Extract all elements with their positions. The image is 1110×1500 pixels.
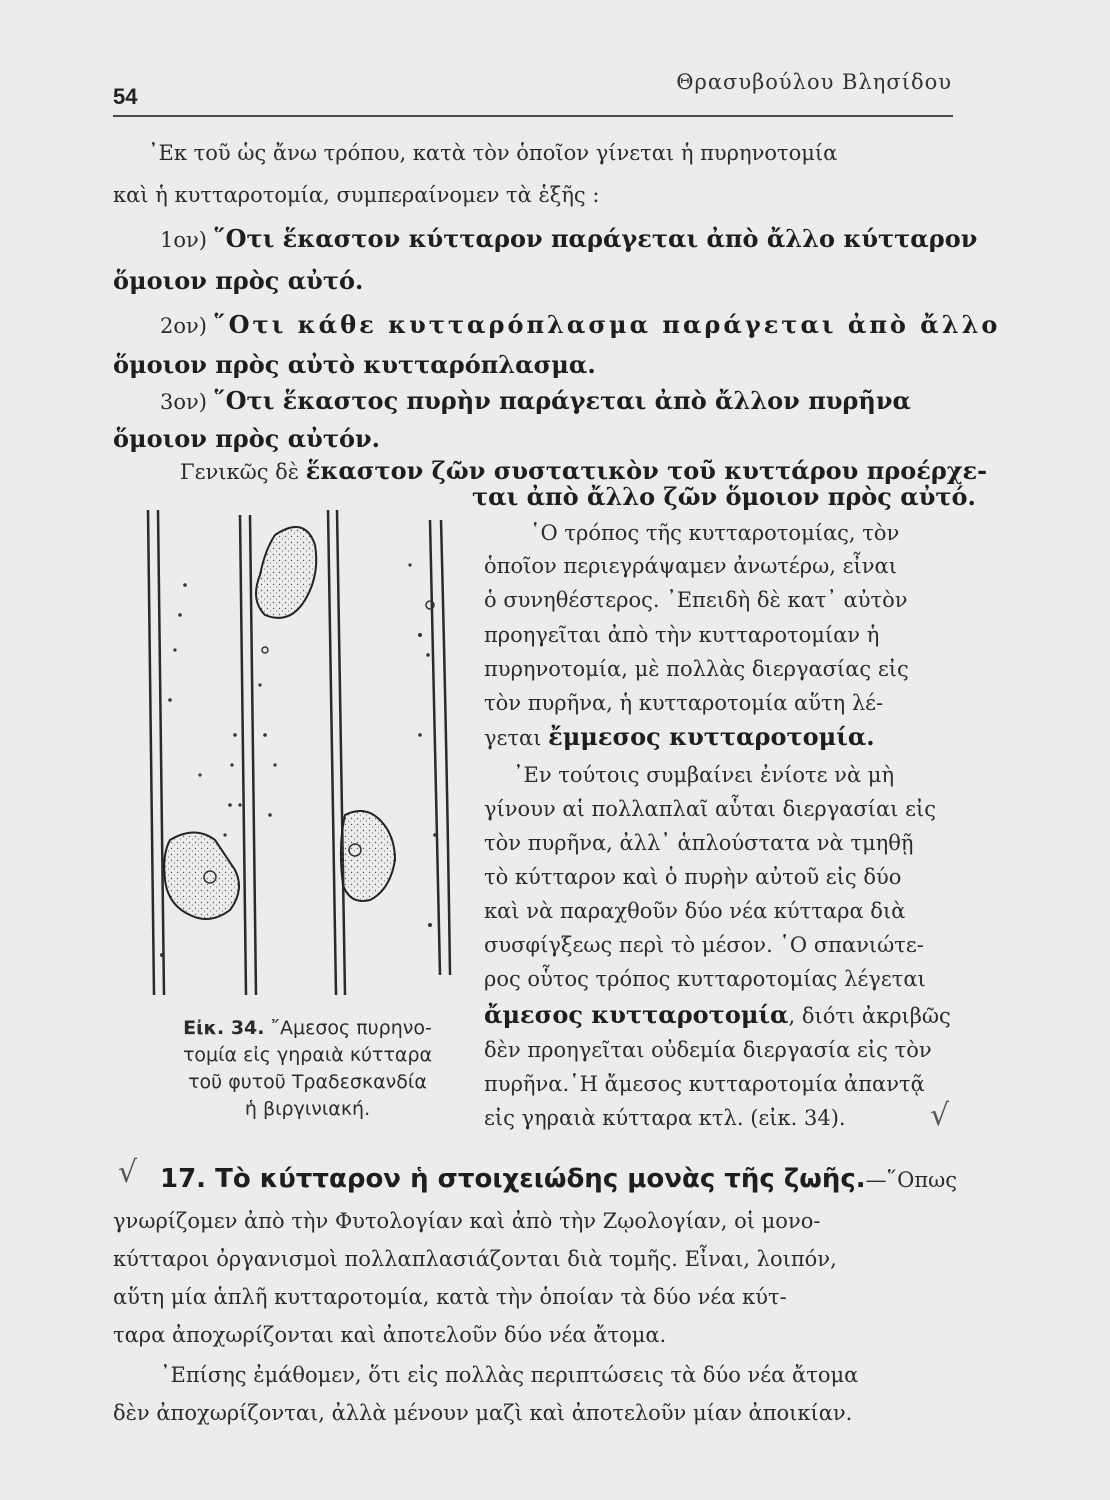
caption-line: τοῦ φυτοῦ Τραδεσκανδία bbox=[188, 1071, 427, 1093]
margin-check-icon: √ bbox=[930, 1098, 950, 1133]
nucleus bbox=[164, 833, 239, 920]
col-line: ῾Ο τρόπος τῆς κυτταροτομίας, τὸν bbox=[530, 521, 900, 545]
section-heading-line bbox=[160, 1166, 957, 1193]
cell-wall bbox=[328, 510, 336, 995]
conclusion-3-cont: ὅμοιον πρὸς αὐτόν. bbox=[113, 424, 380, 453]
section-line: κύτταροι ὀργανισμοὶ πολλαπλασιάζονται διὰ τομῆς. Εἶναι, λοιπόν, bbox=[113, 1247, 837, 1271]
conclusion-text: ῞Οτι κάθε κυτταρόπλασμα παράγεται ἀπὸ ἄλλο bbox=[213, 310, 1001, 339]
cell-wall bbox=[240, 515, 246, 995]
cell-wall bbox=[337, 510, 345, 995]
caption-line: τομία εἰς γηραιὰ κύτταρα bbox=[182, 1044, 433, 1066]
section-line: αὕτη μία ἁπλῆ κυτταροτομία, κατὰ τὴν ὁποίαν τὰ δύο νέα κύτ- bbox=[113, 1285, 787, 1309]
section-heading-tail: —῞Οπως bbox=[865, 1168, 958, 1192]
conclusion-number: 1ον) bbox=[160, 228, 214, 252]
conclusion-text: ῞Οτι ἕκαστος πυρὴν παράγεται ἀπὸ ἄλλον πυρῆνα bbox=[213, 386, 911, 415]
section-line: ᾿Επίσης ἐμάθομεν, ὅτι εἰς πολλὰς περιπτώσεις τὰ δύο νέα ἄτομα bbox=[160, 1363, 859, 1387]
col-line: ᾿Εν τούτοις συμβαίνει ἐνίοτε νὰ μὴ bbox=[513, 763, 895, 787]
general-line-1 bbox=[180, 458, 987, 485]
term-direct: ἄμεσος κυτταροτομία bbox=[484, 1000, 789, 1029]
col-line: , διότι ἀκριβῶς bbox=[788, 1004, 951, 1028]
col-line: εἰς γηραιὰ κύτταρα κτλ. (εἰκ. 34). bbox=[484, 1106, 846, 1130]
section-line: δὲν ἀποχωρίζονται, ἀλλὰ μένουν μαζὶ καὶ ἀποτελοῦν μίαν ἀποικίαν. bbox=[113, 1401, 853, 1425]
general-bold-1: ἕκαστον ζῶν συστατικὸν τοῦ κυττάρου προέρχε- bbox=[305, 456, 988, 485]
col-line: δὲν προηγεῖται οὐδεμία διεργασία εἰς τὸν bbox=[484, 1038, 932, 1062]
col-line: ὁ συνηθέστερος. ᾿Επειδὴ δὲ κατ᾿ αὐτὸν bbox=[484, 588, 908, 612]
cell-wall bbox=[148, 510, 154, 995]
nucleus bbox=[341, 811, 395, 901]
col-line: καὶ νὰ παραχθοῦν δύο νέα κύτταρα διὰ bbox=[484, 899, 906, 923]
col-line: τὸ κύτταρον καὶ ὁ πυρὴν αὐτοῦ εἰς δύο bbox=[484, 865, 902, 889]
page-number: 54 bbox=[113, 84, 138, 109]
figure-34-illustration bbox=[140, 505, 470, 1000]
col-line: τὸν πυρῆνα, ἡ κυτταροτομία αὕτη λέ- bbox=[484, 691, 884, 715]
conclusion-number: 2ον) bbox=[160, 314, 214, 338]
intro-line-1: ᾿Εκ τοῦ ὡς ἄνω τρόπου, κατὰ τὸν ὁποῖον γίνεται ἡ πυρηνοτομία bbox=[148, 141, 838, 165]
conclusion-number: 3ον) bbox=[160, 390, 214, 414]
section-line: γνωρίζομεν ἀπὸ τὴν Φυτολογίαν καὶ ἀπὸ τὴν Ζῳολογίαν, οἱ μονο- bbox=[113, 1209, 821, 1233]
conclusion-1-cont: ὅμοιον πρὸς αὐτό. bbox=[113, 266, 364, 295]
intro-line-2: καὶ ἡ κυτταροτομία, συμπεραίνομεν τὰ ἑξῆς : bbox=[113, 183, 600, 207]
conclusion-3 bbox=[160, 388, 911, 415]
col-line: ὁποῖον περιεγράψαμεν ἀνωτέρω, εἶναι bbox=[484, 554, 897, 578]
cell-wall bbox=[158, 510, 164, 995]
figure-caption bbox=[150, 1016, 465, 1040]
col-line: προηγεῖται ἀπὸ τὴν κυτταροτομίαν ἡ bbox=[484, 623, 880, 647]
col-line: πυρῆνα.῾Η ἄμεσος κυτταροτομία ἀπαντᾷ bbox=[484, 1072, 925, 1096]
section-heading: 17. Τὸ κύτταρον ἡ στοιχειώδης μονὰς τῆς ζωῆς. bbox=[160, 1164, 866, 1194]
nuclei bbox=[164, 527, 395, 919]
cell-wall bbox=[441, 520, 450, 975]
conclusion-2 bbox=[160, 312, 1000, 339]
running-title: Θρασυβούλου Βλησίδου bbox=[676, 70, 952, 94]
caption-line: ῎Αμεσος πυρηνο- bbox=[270, 1017, 432, 1039]
nucleus bbox=[256, 527, 316, 618]
conclusion-2-cont: ὅμοιον πρὸς αὐτὸ κυτταρόπλασμα. bbox=[113, 350, 596, 379]
nucleolus bbox=[262, 647, 268, 653]
conclusion-1 bbox=[160, 226, 977, 253]
general-line-2: ται ἀπὸ ἄλλο ζῶν ὅμοιον πρὸς αὐτό. bbox=[472, 482, 976, 511]
header-rule bbox=[113, 115, 953, 117]
col-line: ρος οὗτος τρόπος κυτταροτομίας λέγεται bbox=[484, 967, 926, 991]
general-lead: Γενικῶς δὲ bbox=[180, 460, 306, 484]
cell-wall bbox=[250, 515, 256, 995]
section-line: ταρα ἀποχωρίζονται καὶ ἀποτελοῦν δύο νέα ἄτομα. bbox=[113, 1323, 667, 1347]
cell-wall bbox=[430, 520, 440, 975]
figure-label: Εἰκ. 34. bbox=[183, 1017, 265, 1039]
col-line: τὸν πυρῆνα, ἀλλ᾿ ἁπλούστατα νὰ τμηθῇ bbox=[484, 831, 914, 855]
col-line: γίνουν αἱ πολλαπλαῖ αὗται διεργασίαι εἰς bbox=[484, 797, 936, 821]
col-line-term bbox=[484, 1002, 951, 1029]
conclusion-text: ῞Οτι ἕκαστον κύτταρον παράγεται ἀπὸ ἄλλο κύτταρον bbox=[213, 224, 978, 253]
col-line: πυρηνοτομία, μὲ πολλὰς διεργασίας εἰς bbox=[484, 657, 909, 681]
section-check-icon: √ bbox=[118, 1155, 138, 1190]
col-line-term bbox=[484, 724, 875, 751]
nucleoli bbox=[204, 601, 434, 883]
term-indirect: ἔμμεσος κυτταροτομία. bbox=[548, 722, 875, 751]
col-line: γεται bbox=[484, 726, 549, 750]
caption-line: ἡ βιργινιακή. bbox=[244, 1098, 371, 1120]
col-line: συσφίγξεως περὶ τὸ μέσον. ῾Ο σπανιώτε- bbox=[484, 933, 924, 957]
